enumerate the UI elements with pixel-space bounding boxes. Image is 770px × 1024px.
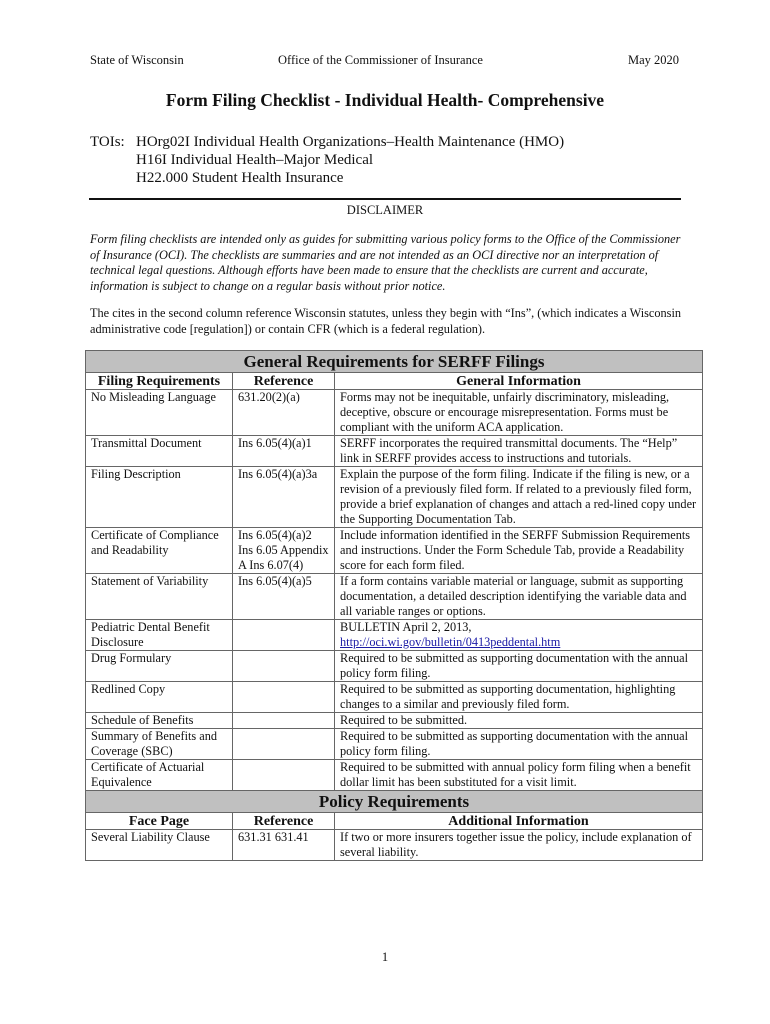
header-date: May 2020: [628, 53, 680, 67]
requirement-cell: Transmittal Document: [86, 436, 233, 467]
information-text: Include information identified in the SERFF Submission Requirements and instructions. Under the Form Schedule Tab, provide a Readability score for each form filed.: [340, 528, 691, 572]
information-cell: [335, 467, 703, 528]
information-cell: [335, 620, 703, 651]
information-cell: [335, 760, 703, 791]
reference-cell: Ins 6.05(4)(a)2 Ins 6.05 Appendix A Ins 6.07(4): [233, 528, 335, 574]
table-row: [86, 682, 703, 713]
column-header: General Information: [335, 373, 703, 390]
information-cell: [335, 574, 703, 620]
requirement-cell: Statement of Variability: [86, 574, 233, 620]
table-row: [86, 574, 703, 620]
toi-line: HOrg02I Individual Health Organizations–Health Maintenance (HMO): [136, 134, 565, 150]
information-cell: [335, 713, 703, 729]
header-office: Office of the Commissioner of Insurance: [278, 53, 483, 67]
information-text: BULLETIN April 2, 2013,: [340, 620, 472, 634]
column-header-row: [86, 373, 703, 390]
section-title-row: [86, 791, 703, 813]
bulletin-link[interactable]: http://oci.wi.gov/bulletin/0413peddental.htm: [340, 635, 561, 649]
toi-line: H16I Individual Health–Major Medical: [136, 152, 374, 168]
table-row: [86, 713, 703, 729]
information-text: Required to be submitted as supporting documentation with the annual policy form filing.: [340, 651, 689, 680]
requirement-cell: Drug Formulary: [86, 651, 233, 682]
information-text: Required to be submitted as supporting documentation with the annual policy form filing.: [340, 729, 689, 758]
column-header: Reference: [233, 813, 335, 830]
requirement-cell: Pediatric Dental Benefit Disclosure: [86, 620, 233, 651]
requirement-cell: Schedule of Benefits: [86, 713, 233, 729]
information-text: If two or more insurers together issue the policy, include explanation of several liability.: [340, 830, 692, 859]
reference-cell: [233, 651, 335, 682]
page-title: Form Filing Checklist - Individual Health- Comprehensive: [165, 90, 605, 110]
information-cell: [335, 528, 703, 574]
section-title: Policy Requirements: [86, 791, 703, 813]
reference-cell: 631.31 631.41: [233, 830, 335, 861]
reference-cell: Ins 6.05(4)(a)5: [233, 574, 335, 620]
information-cell: [335, 651, 703, 682]
table-row: [86, 729, 703, 760]
tois-label: TOIs:: [90, 134, 125, 150]
section-title-row: [86, 351, 703, 373]
requirement-cell: Filing Description: [86, 467, 233, 528]
divider: [89, 198, 681, 200]
disclaimer-heading: DISCLAIMER: [346, 203, 424, 217]
reference-cell: [233, 760, 335, 791]
reference-cell: Ins 6.05(4)(a)1: [233, 436, 335, 467]
table-row: [86, 528, 703, 574]
information-cell: [335, 436, 703, 467]
header-state: State of Wisconsin: [90, 53, 184, 67]
information-text: If a form contains variable material or language, submit as supporting documentation, a detailed description identifying the variable data and all variable ranges or options.: [340, 574, 687, 618]
table-row: [86, 651, 703, 682]
section-title: General Requirements for SERFF Filings: [86, 351, 703, 373]
information-cell: [335, 830, 703, 861]
information-text: Forms may not be inequitable, unfairly discriminatory, misleading, deceptive, obscure or encourage misrepresentation. Forms must be compliant with the uniform ACA application.: [340, 390, 670, 434]
table-row: [86, 390, 703, 436]
requirement-cell: No Misleading Language: [86, 390, 233, 436]
requirement-cell: Redlined Copy: [86, 682, 233, 713]
information-text: SERFF incorporates the required transmittal documents. The “Help” link in SERFF provides access to instructions and tutorials.: [340, 436, 678, 465]
toi-line: H22.000 Student Health Insurance: [136, 170, 344, 186]
page-number: 1: [381, 950, 389, 964]
information-text: Required to be submitted.: [340, 713, 468, 727]
information-text: Required to be submitted as supporting documentation, highlighting changes to a similar and previously filed form.: [340, 682, 676, 711]
requirements-table: [85, 350, 703, 861]
requirement-cell: Certificate of Compliance and Readability: [86, 528, 233, 574]
requirement-cell: Several Liability Clause: [86, 830, 233, 861]
table-row: [86, 436, 703, 467]
reference-cell: [233, 713, 335, 729]
column-header: Additional Information: [335, 813, 703, 830]
requirement-cell: Certificate of Actuarial Equivalence: [86, 760, 233, 791]
column-header-row: [86, 813, 703, 830]
disclaimer-text: Form filing checklists are intended only as guides for submitting various policy forms to the Office of the Commissioner of Insurance (OCI). The checklists are summaries and are not intended as an OCI directive nor an interpretation of technical legal questions. Although efforts have been made to ensure that the checklists are current and accurate, information is subject to change on a regular basis without prior notice.: [90, 232, 681, 293]
information-text: Required to be submitted with annual policy form filing when a benefit dollar limit has been substituted for a visit limit.: [340, 760, 691, 789]
table-row: [86, 760, 703, 791]
tois-block: [90, 133, 564, 187]
information-text: Explain the purpose of the form filing. Indicate if the filing is new, or a revision of a previously filed form. If related to a previously filed form, provide a brief explanation of changes and attach a red-lined copy under the Supporting Documentation Tab.: [340, 467, 697, 526]
column-header: Filing Requirements: [86, 373, 233, 390]
column-header: Face Page: [86, 813, 233, 830]
reference-cell: [233, 620, 335, 651]
table-row: [86, 467, 703, 528]
reference-cell: [233, 729, 335, 760]
information-cell: [335, 682, 703, 713]
requirement-cell: Summary of Benefits and Coverage (SBC): [86, 729, 233, 760]
reference-cell: Ins 6.05(4)(a)3a: [233, 467, 335, 528]
cites-note: The cites in the second column reference Wisconsin statutes, unless they begin with “Ins”, (which indicates a Wisconsin administrative code [regulation]) or contain CFR (which is a federal regulation).: [90, 306, 682, 336]
reference-cell: 631.20(2)(a): [233, 390, 335, 436]
information-cell: [335, 390, 703, 436]
table-row: [86, 620, 703, 651]
table-row: [86, 830, 703, 861]
information-cell: [335, 729, 703, 760]
column-header: Reference: [233, 373, 335, 390]
reference-cell: [233, 682, 335, 713]
